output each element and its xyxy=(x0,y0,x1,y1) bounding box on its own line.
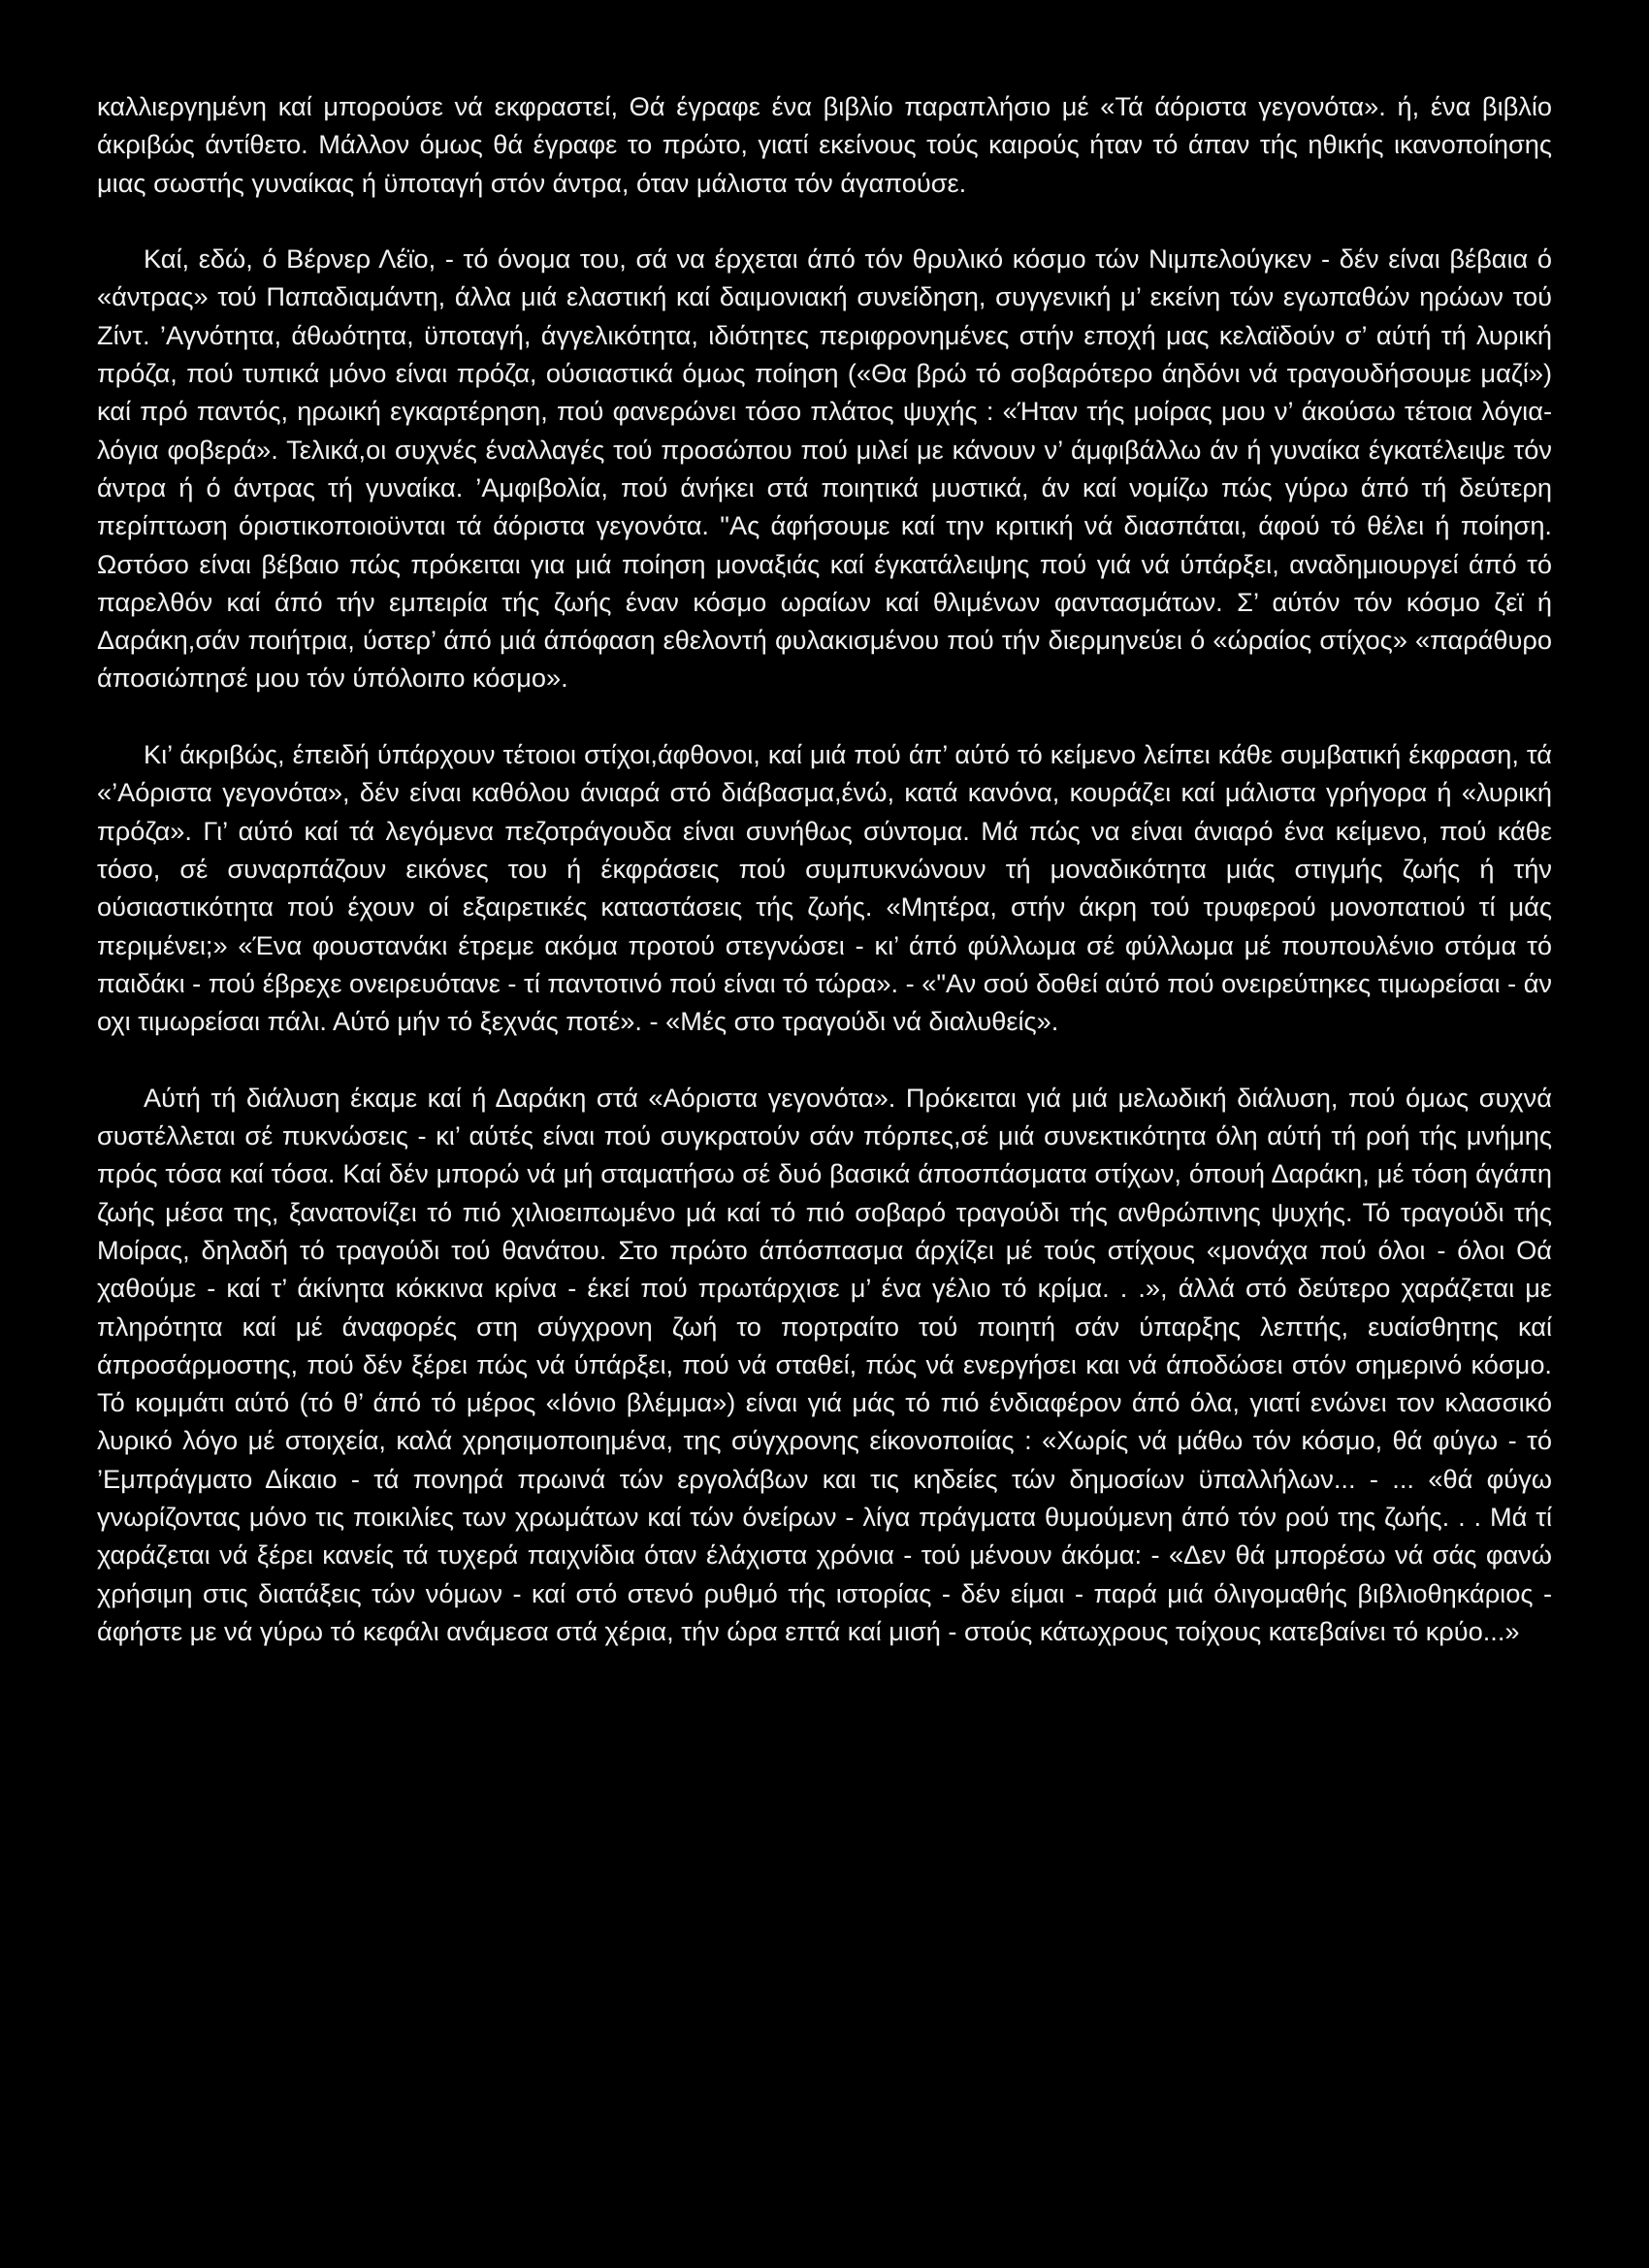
paragraph-continuation: καλλιεργημένη καί μπορούσε νά εκφραστεί, Θά έγραφε ένα βιβλίο παραπλήσιο μέ «Τά άόριστα γεγονότα». ή, ένα βιβλίο άκριβώς άντίθετο. Μάλλον όμως θά έγραφε το πρώτο, γιατί εκείνους τούς καιρούς ήταν τό άπαν τής ηθικής ικανοποίησης μιας σωστής γυναίκας ή ϋποταγή στόν άντρα, όταν μάλιστα τόν άγαπούσε. xyxy=(97,91,1552,198)
document-page xyxy=(97,87,1552,1650)
paragraph-dissolution: Αύτή τή διάλυση έκαμε καί ή Δαράκη στά «Αόριστα γεγονότα». Πρόκειται γιά μιά μελωδική διάλυση, πού όμως συχνά συστέλλεται σέ πυκνώσεις - κι’ αύτές είναι πού συγκρατούν σάν πόρπες,σέ μιά συνεκτικότητα όλη αύτή τή ροή τής μνήμης πρός τόσα καί τόσα. Καί δέν μπορώ νά μή σταματήσω σέ δυό βασικά άποσπάσματα στίχων, όπουή Δαράκη, μέ τόση άγάπη ζωής μέσα της, ξανατονίζει τό πιό χιλιοειπωμένο μά καί τό πιό σοβαρό τραγούδι τής ανθρώπινης ψυχής. Τό τραγούδι τής Μοίρας, δηλαδή τό τραγούδι τού θανάτου. Στο πρώτο άπόσπασμα άρχίζει μέ τούς στίχους «μονάχα πού όλοι - όλοι Οά χαθούμε - καί τ’ άκίνητα κόκκινα κρίνα - έκεί πού πρωτάρχισε μ’ ένα γέλιο τό κρίμα. . .», άλλά στό δεύτερο χαράζεται με πληρότητα καί μέ άναφορές στη σύγχρονη ζωή το πορτραίτο τού ποιητή σάν ύπαρξης λεπτής, ευαίσθητης καί άπροσάρμοστης, πού δέν ξέρει πώς νά ύπάρξει, πού νά σταθεί, πώς νά ενεργήσει και νά άποδώσει στόν σημερινό κόσμο. Τό κομμάτι αύτό (τό θ’ άπό τό μέρος «Ιόνιο βλέμμα») είναι γιά μάς τό πιό ένδιαφέρον άπό όλα, γιατί ενώνει τον κλασσικό λυρικό λόγο μέ στοιχεία, καλά χρησιμοποιημένα, της σύγχρονης είκονοποιίας : «Χωρίς νά μάθω τόν κόσμο, θά φύγω - τό ’Εμπράγματο Δίκαιο - τά πονηρά πρωινά τών εργολάβων και τις κηδείες τών δημοσίων ϋπαλλήλων... - ... «θά φύγω γνωρίζοντας μόνο τις ποικιλίες των χρωμάτων καί τών όνείρων - λίγα πράγματα θυμούμενη άπό τόν ρού της ζωής. . . Μά τί χαράζεται νά ξέρει κανείς τά τυχερά παιχνίδια όταν έλάχιστα χρόνια - τού μένουν άκόμα: - «Δεν θά μπορέσω νά σάς φανώ χρήσιμη στις διατάξεις τών νόμων - καί στό στενό ρυθμό τής ιστορίας - δέν είμαι - παρά μιά όλιγομαθής βιβλιοθηκάριος - άφήστε με νά γύρω τό κεφάλι ανάμεσα στά χέρια, τήν ώρα επτά καί μισή - στούς κάτωχρους τοίχους κατεβαίνει τό κρύο...» xyxy=(97,1082,1552,1646)
paragraph-verner-leio: Καί, εδώ, ό Βέρνερ Λέϊο, - τό όνομα του, σά να έρχεται άπό τόν θρυλικό κόσμο τών Νιμπελούγκεν - δέν είναι βέβαια ό «άντρας» τού Παπαδιαμάντη, άλλα μιά ελαστική καί δαιμονιακή συνείδηση, συγγενική μ’ εκείνη τών εγωπαθών ηρώων τού Ζίντ. ’Αγνότητα, άθωότητα, ϋποταγή, άγγελικότητα, ιδιότητες περιφρονημένες στήν εποχή μας κελαϊδούν σ’ αύτή τή λυρική πρόζα, πού τυπικά μόνο είναι πρόζα, ούσιαστικά όμως ποίηση («Θα βρώ τό σοβαρότερο άηδόνι νά τραγουδήσουμε μαζί») καί πρό παντός, ηρωική εγκαρτέρηση, πού φανερώνει τόσο πλάτος ψυχής : «Ήταν τής μοίρας μου ν’ άκούσω τέτοια λόγια-λόγια φοβερά». Τελικά,οι συχνές έναλλαγές τού προσώπου πού μιλεί με κάνουν ν’ άμφιβάλλω άν ή γυναίκα έγκατέλειψε τόν άντρα ή ό άντρας τή γυναίκα. ’Αμφιβολία, πού άνήκει στά ποιητικά μυστικά, άν καί νομίζω πώς γύρω άπό τή δεύτερη περίπτωση όριστικοποιοϋνται τά άόριστα γεγονότα. "Ας άφήσουμε καί την κριτική νά διασπάται, άφού τό θέλει ή ποίηση. Ωστόσο είναι βέβαιο πώς πρόκειται για μιά ποίηση μοναξιάς καί έγκατάλειψης πού γιά νά ύπάρξει, αναδημιουργεί άπό τό παρελθόν καί άπό τήν εμπειρία τής ζωής έναν κόσμο ωραίων καί θλιμένων φαντασμάτων. Σ’ αύτόν τόν κόσμο ζεϊ ή Δαράκη,σάν ποιήτρια, ύστερ’ άπό μιά άπόφαση εθελοντή φυλακισμένου πού τήν διερμηνεύει ό «ώραίος στίχος» «παράθυρο άποσιώπησέ μου τόν ύπόλοιπο κόσμο». xyxy=(97,243,1552,694)
paragraph-verses: Κι’ άκριβώς, έπειδή ύπάρχουν τέτοιοι στίχοι,άφθονοι, καί μιά πού άπ’ αύτό τό κείμενο λείπει κάθε συμβατική έκφραση, τά «’Αόριστα γεγονότα», δέν είναι καθόλου άνιαρά στό διάβασμα,ένώ, κατά κανόνα, κουράζει καί μάλιστα γρήγορα ή «λυρική πρόζα». Γι’ αύτό καί τά λεγόμενα πεζοτράγουδα είναι συνήθως σύντομα. Μά πώς να είναι άνιαρό ένα κείμενο, πού κάθε τόσο, σέ συναρπάζουν εικόνες του ή έκφράσεις πού συμπυκνώνουν τή μοναδικότητα μιάς στιγμής ζωής ή τήν ούσιαστικότητα πού έχουν οί εξαιρετικές καταστάσεις τής ζωής. «Μητέρα, στήν άκρη τού τρυφερού μονοπατιού τί μάς περιμένει;» «Ένα φουστανάκι έτρεμε ακόμα προτού στεγνώσει - κι’ άπό φύλλωμα σέ φύλλωμα μέ πουπουλένιο στόμα τό παιδάκι - πού έβρεχε ονειρευότανε - τί παντοτινό πού είναι τό τώρα». - «"Αν σού δοθεί αύτό πού ονειρεύτηκες τιμωρείσαι - άν οχι τιμωρείσαι πάλι. Αύτό μήν τό ξεχνάς ποτέ». - «Μές στο τραγούδι νά διαλυθείς». xyxy=(97,739,1552,1037)
